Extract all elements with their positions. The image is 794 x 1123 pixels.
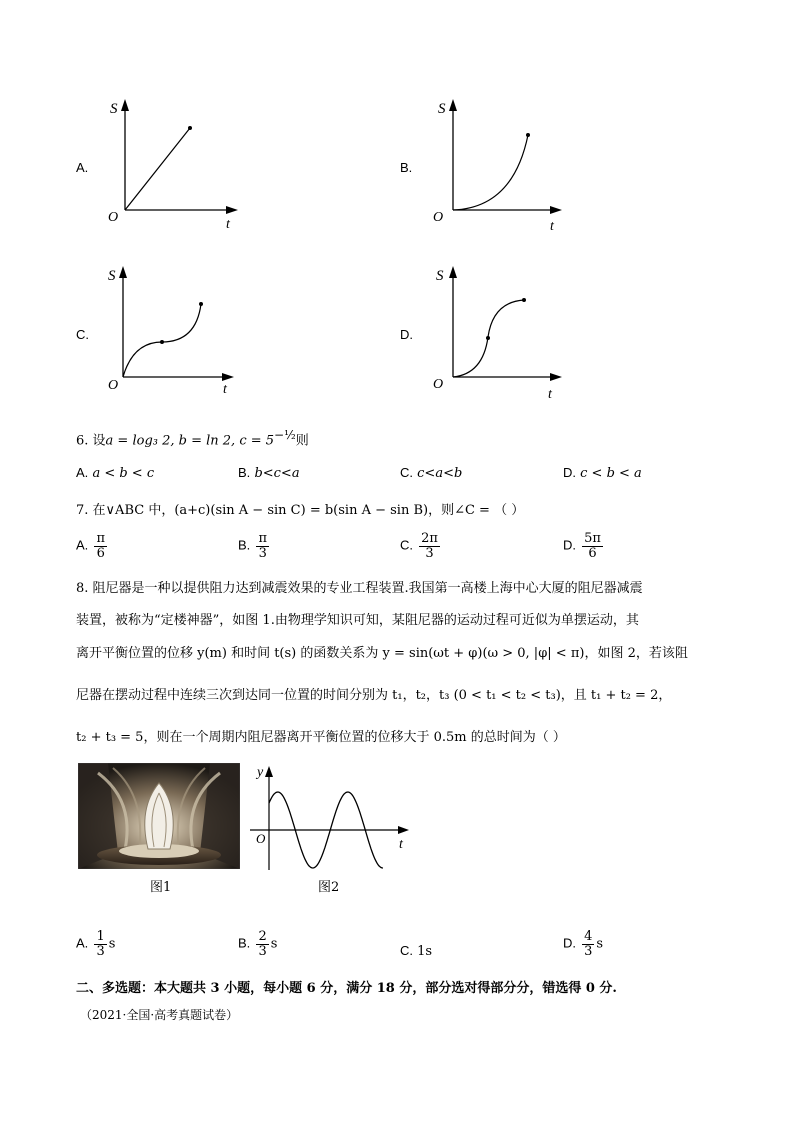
q6-prefix: 6. 设 [76,433,106,449]
fraction [582,532,603,560]
section-2-source: （2021·全国·高考真题试卷） [80,1008,239,1022]
unit: s [270,936,278,952]
graph-d-svg [428,262,578,402]
s-axis-arrow [119,266,127,278]
option-label: D. [563,465,576,480]
q8-line-4: 尼器在摆动过程中连续三次到达同一位置的时间分别为 t₁，t₂，t₃ (0 < t₁ < t₂ < t₃)，且 t₁ + t₂ = 2， [76,688,672,703]
graph-c-svg [98,262,248,402]
q8-line-3: 离开平衡位置的位移 y(m) 和时间 t(s) 的函数关系为 y = sin(ωt + φ)(ω > 0, |φ| < π)，如图 2，若该阻 [76,646,688,661]
graph-a-svg [100,95,250,235]
option-label: D. [400,327,413,342]
q8-option-b[interactable] [238,930,277,958]
curve-line [125,128,190,210]
axis-label-s: S [110,101,118,117]
denominator: 3 [584,943,593,959]
q7-option-d[interactable] [563,532,605,560]
numerator: π [258,531,267,546]
option-label: D. [563,935,576,951]
denominator: 3 [425,545,434,561]
t-axis-arrow [398,826,409,834]
q6-option-d[interactable] [563,465,642,481]
section-2-heading: 二、多选题：本大题共 3 小题，每小题 6 分，满分 18 分，部分选对得部分分，错选得 0 分. [76,981,617,996]
origin-label: O [256,831,266,846]
numerator: π [96,531,105,546]
origin-label: O [433,210,444,225]
q6-math: a = log₃ 2, b = ln 2, c = 5 [105,433,275,449]
denominator: 3 [96,943,105,959]
option-label: D. [563,537,576,553]
curve-endpoint [188,126,192,130]
question-6-stem [76,428,309,448]
unit: s [108,936,116,952]
t-axis-arrow [226,206,238,214]
s-axis-arrow [449,99,457,111]
fraction [94,930,106,958]
denominator: 6 [96,545,105,561]
origin-label: O [108,378,119,393]
option-text: b<c<a [254,466,300,481]
t-axis-arrow [550,206,562,214]
axis-label-t: t [226,217,230,232]
fraction [582,930,594,958]
s-axis-arrow [121,99,129,111]
s-axis-arrow [449,266,457,278]
curve-endpoint [522,298,526,302]
option-label: B. [400,160,413,175]
q8-option-a[interactable] [76,930,115,958]
denominator: 3 [258,943,267,959]
denominator: 6 [588,545,597,561]
axis-label-y: y [257,765,264,780]
q8-option-d[interactable] [563,930,603,958]
option-label: B. [238,537,251,553]
fraction [94,532,107,560]
numerator: 2π [421,531,438,546]
denominator: 3 [258,545,267,561]
inflection-point [160,340,164,344]
origin-label: O [108,210,119,225]
option-label: A. [76,465,89,480]
option-text: a < b < c [92,466,155,481]
option-label: C. [400,943,413,958]
option-text: c < b < a [580,466,642,481]
axis-label-s: S [436,268,444,284]
fraction [256,930,268,958]
axis-label-t: t [223,382,227,397]
numerator: 1 [96,929,105,944]
q7-option-b[interactable] [238,532,271,560]
figure-1-damper-photo [78,763,240,869]
axis-label-t: t [550,219,554,234]
option-label: C. [400,465,413,480]
axis-label-s: S [438,101,446,117]
q7-option-c[interactable] [400,532,442,560]
inflection-point [486,336,490,340]
q6-suffix: 则 [295,433,309,449]
fraction [419,532,440,560]
question-7-stem: 7. 在∨ABC 中，(a+c)(sin A − sin C) = b(sin A − sin B)，则∠C = （ ） [76,503,525,518]
numerator: 4 [584,929,593,944]
option-label: A. [76,537,89,553]
q8-line-2: 装置，被称为“定楼神器”，如图 1.由物理学知识可知，某阻尼器的运动过程可近似为单摆运动，其 [76,613,639,628]
origin-label: O [433,377,444,392]
curve-endpoint [199,302,203,306]
q6-option-b[interactable] [238,465,300,481]
t-axis-arrow [222,373,234,381]
figure-2-sine-graph [245,760,415,875]
curve-line [453,135,528,210]
q6-exponent: −½ [274,428,296,442]
axis-label-s: S [108,268,116,284]
option-label: A. [76,160,89,175]
graph-b-svg [428,95,578,235]
q6-option-c[interactable] [400,465,462,481]
numerator: 2 [258,929,267,944]
unit: s [596,936,604,952]
axis-label-t: t [399,837,403,852]
figure-2-caption: 图2 [318,880,340,895]
q8-line-5: t₂ + t₃ = 5，则在一个周期内阻尼器离开平衡位置的位移大于 0.5m 的总时间为（ ） [76,730,566,745]
numerator: 5π [584,531,601,546]
axis-label-t: t [548,387,552,402]
y-axis-arrow [265,766,273,777]
q7-option-a[interactable] [76,532,109,560]
curve-endpoint [526,133,530,137]
option-label: A. [76,935,89,951]
q6-option-a[interactable] [76,465,154,481]
option-label: C. [400,537,413,553]
option-label: C. [76,327,89,342]
q8-line-1: 8. 阻尼器是一种以提供阻力达到减震效果的专业工程装置.我国第一高楼上海中心大厦的阻尼器减震 [76,581,643,596]
option-label: B. [238,935,251,951]
figure-1-caption: 图1 [150,880,172,895]
option-text: c<a<b [417,466,463,481]
option-text: 1s [417,944,433,959]
q8-option-c[interactable] [400,943,432,959]
option-label: B. [238,465,251,480]
t-axis-arrow [550,373,562,381]
fraction [256,532,269,560]
